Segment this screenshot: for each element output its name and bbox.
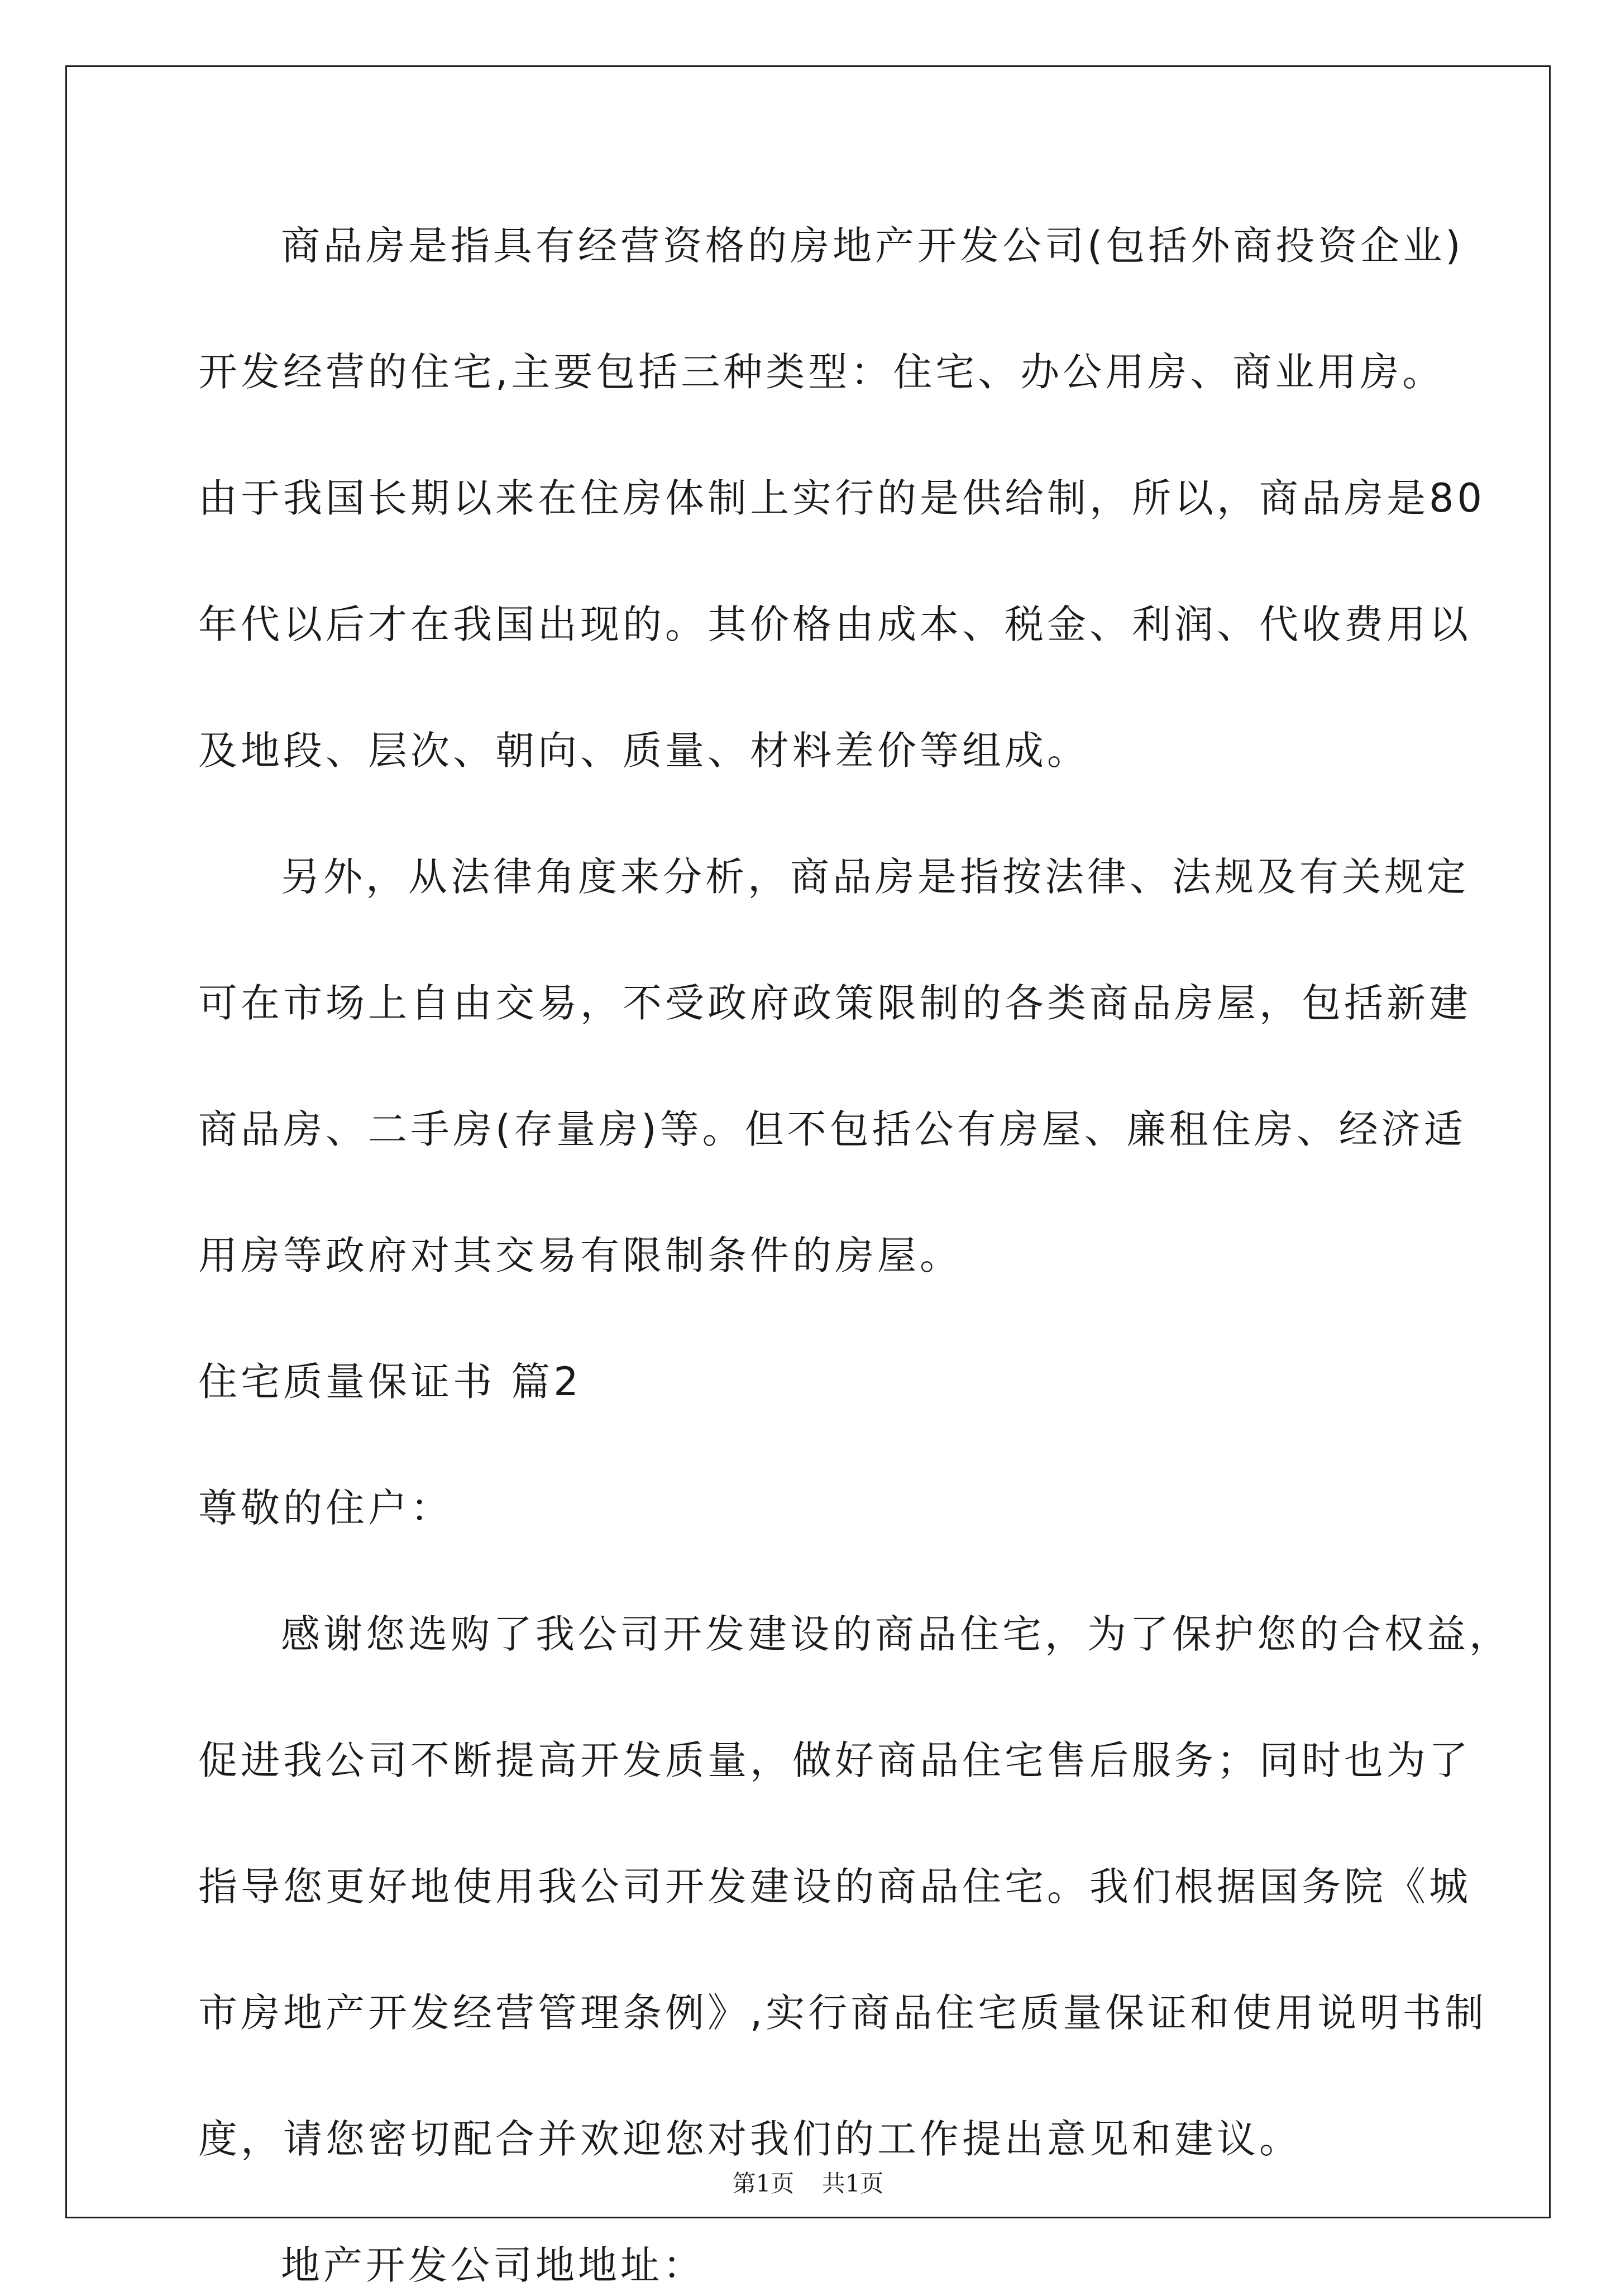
paragraph-1-line-3: 由于我国长期以来在住房体制上实行的是供给制，所以，商品房是80 bbox=[198, 475, 1486, 521]
page-footer bbox=[0, 2167, 1616, 2200]
paragraph-3-line-2: 促进我公司不断提高开发质量，做好商品住宅售后服务；同时也为了 bbox=[198, 1737, 1471, 1783]
paragraph-1-line-4: 年代以后才在我国出现的。其价格由成本、税金、利润、代收费用以 bbox=[198, 602, 1471, 647]
paragraph-3-line-3: 指导您更好地使用我公司开发建设的商品住宅。我们根据国务院《城 bbox=[198, 1864, 1471, 1910]
section-heading: 住宅质量保证书 篇2 bbox=[198, 1359, 582, 1405]
paragraph-3-line-4: 市房地产开发经营管理条例》,实行商品住宅质量保证和使用说明书制 bbox=[198, 1990, 1488, 2036]
paragraph-1-line-2: 开发经营的住宅,主要包括三种类型：住宅、办公用房、商业用房。 bbox=[198, 349, 1445, 395]
paragraph-2-line-2: 可在市场上自由交易，不受政府政策限制的各类商品房屋，包括新建 bbox=[198, 980, 1471, 1026]
paragraph-2-line-3: 商品房、二手房(存量房)等。但不包括公有房屋、廉租住房、经济适 bbox=[198, 1106, 1466, 1152]
paragraph-1-line-1: 商品房是指具有经营资格的房地产开发公司(包括外商投资企业) bbox=[281, 223, 1464, 269]
salutation: 尊敬的住户： bbox=[198, 1485, 453, 1531]
page-number-total: 共1页 bbox=[821, 2170, 884, 2197]
address-label: 地产开发公司地地址： bbox=[281, 2242, 705, 2288]
paragraph-3-line-5: 度，请您密切配合并欢迎您对我们的工作提出意见和建议。 bbox=[198, 2116, 1302, 2162]
paragraph-3-line-1: 感谢您选购了我公司开发建设的商品住宅，为了保护您的合权益， bbox=[281, 1611, 1512, 1657]
paragraph-2-line-1: 另外，从法律角度来分析，商品房是指按法律、法规及有关规定 bbox=[281, 854, 1469, 900]
paragraph-2-line-4: 用房等政府对其交易有限制条件的房屋。 bbox=[198, 1233, 962, 1278]
page-number-current: 第1页 bbox=[732, 2170, 795, 2197]
paragraph-1-line-5: 及地段、层次、朝向、质量、材料差价等组成。 bbox=[198, 728, 1089, 774]
